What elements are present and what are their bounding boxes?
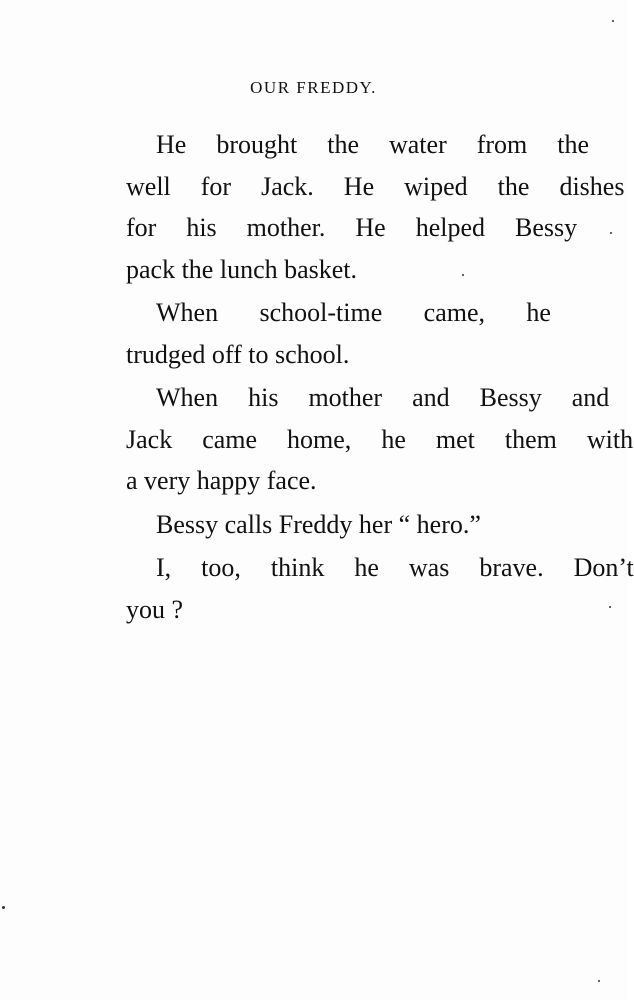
text-line: pack the lunch basket. [126, 254, 358, 284]
word: Don’t [573, 553, 634, 582]
text-line [96, 124, 590, 166]
word: the [327, 130, 359, 159]
word: When [156, 298, 219, 327]
text-line: trudged off to school. [126, 339, 350, 369]
word: Jack. [261, 171, 314, 201]
paragraph-3 [96, 377, 634, 502]
text-line: Bessy calls Freddy her “ hero.” [156, 509, 481, 539]
word: his [248, 383, 279, 412]
paragraph-5 [96, 547, 634, 630]
word: think [270, 553, 325, 582]
word: Bessy [479, 383, 542, 412]
text-line: a very happy face. [126, 466, 317, 495]
word: school-time [259, 298, 383, 327]
word: came [202, 424, 258, 454]
word: and [571, 383, 610, 412]
word: from [476, 130, 528, 159]
text-line [96, 207, 578, 249]
text-line [96, 547, 634, 589]
word: them [504, 424, 557, 454]
paragraph-1 [96, 124, 625, 290]
paragraph-4 [96, 504, 551, 546]
word: came, [423, 298, 486, 327]
word: his [186, 213, 217, 242]
scan-speck [612, 20, 614, 22]
text-line [96, 292, 551, 334]
word: wiped [404, 171, 468, 201]
word: and [412, 383, 450, 412]
scan-speck [609, 606, 611, 608]
word: for [200, 171, 232, 201]
scan-speck [462, 274, 464, 276]
word: When [156, 383, 219, 412]
word: he [381, 424, 406, 454]
body-text [96, 124, 634, 632]
text-line [96, 377, 610, 419]
text-line [96, 166, 625, 208]
word: the [557, 130, 590, 159]
paragraph-2 [96, 292, 551, 375]
scan-speck [610, 232, 612, 234]
word: met [435, 424, 475, 454]
word: the [497, 171, 530, 201]
word: dishes [559, 171, 625, 201]
word: well [126, 171, 171, 201]
word: He [343, 171, 375, 201]
word: home, [287, 424, 352, 454]
running-head: OUR FREDDY. [250, 78, 377, 97]
word: for [126, 213, 157, 242]
text-line: you ? [126, 594, 184, 624]
word: He [156, 130, 187, 159]
word: with [586, 424, 634, 454]
word: mother. [246, 213, 326, 242]
text-line [96, 419, 634, 461]
word: helped [415, 213, 486, 242]
word: brought [216, 130, 298, 159]
word: too, [201, 553, 241, 582]
word: water [388, 130, 447, 159]
word: I, [156, 553, 172, 582]
word: he [526, 298, 551, 327]
scan-speck [2, 906, 5, 909]
word: he [354, 553, 379, 582]
word: mother [308, 383, 383, 412]
word: was [408, 553, 450, 582]
word: brave. [479, 553, 544, 582]
word: He [355, 213, 386, 242]
scan-speck [598, 980, 600, 982]
word: Bessy [515, 213, 578, 242]
word: Jack [126, 424, 173, 454]
